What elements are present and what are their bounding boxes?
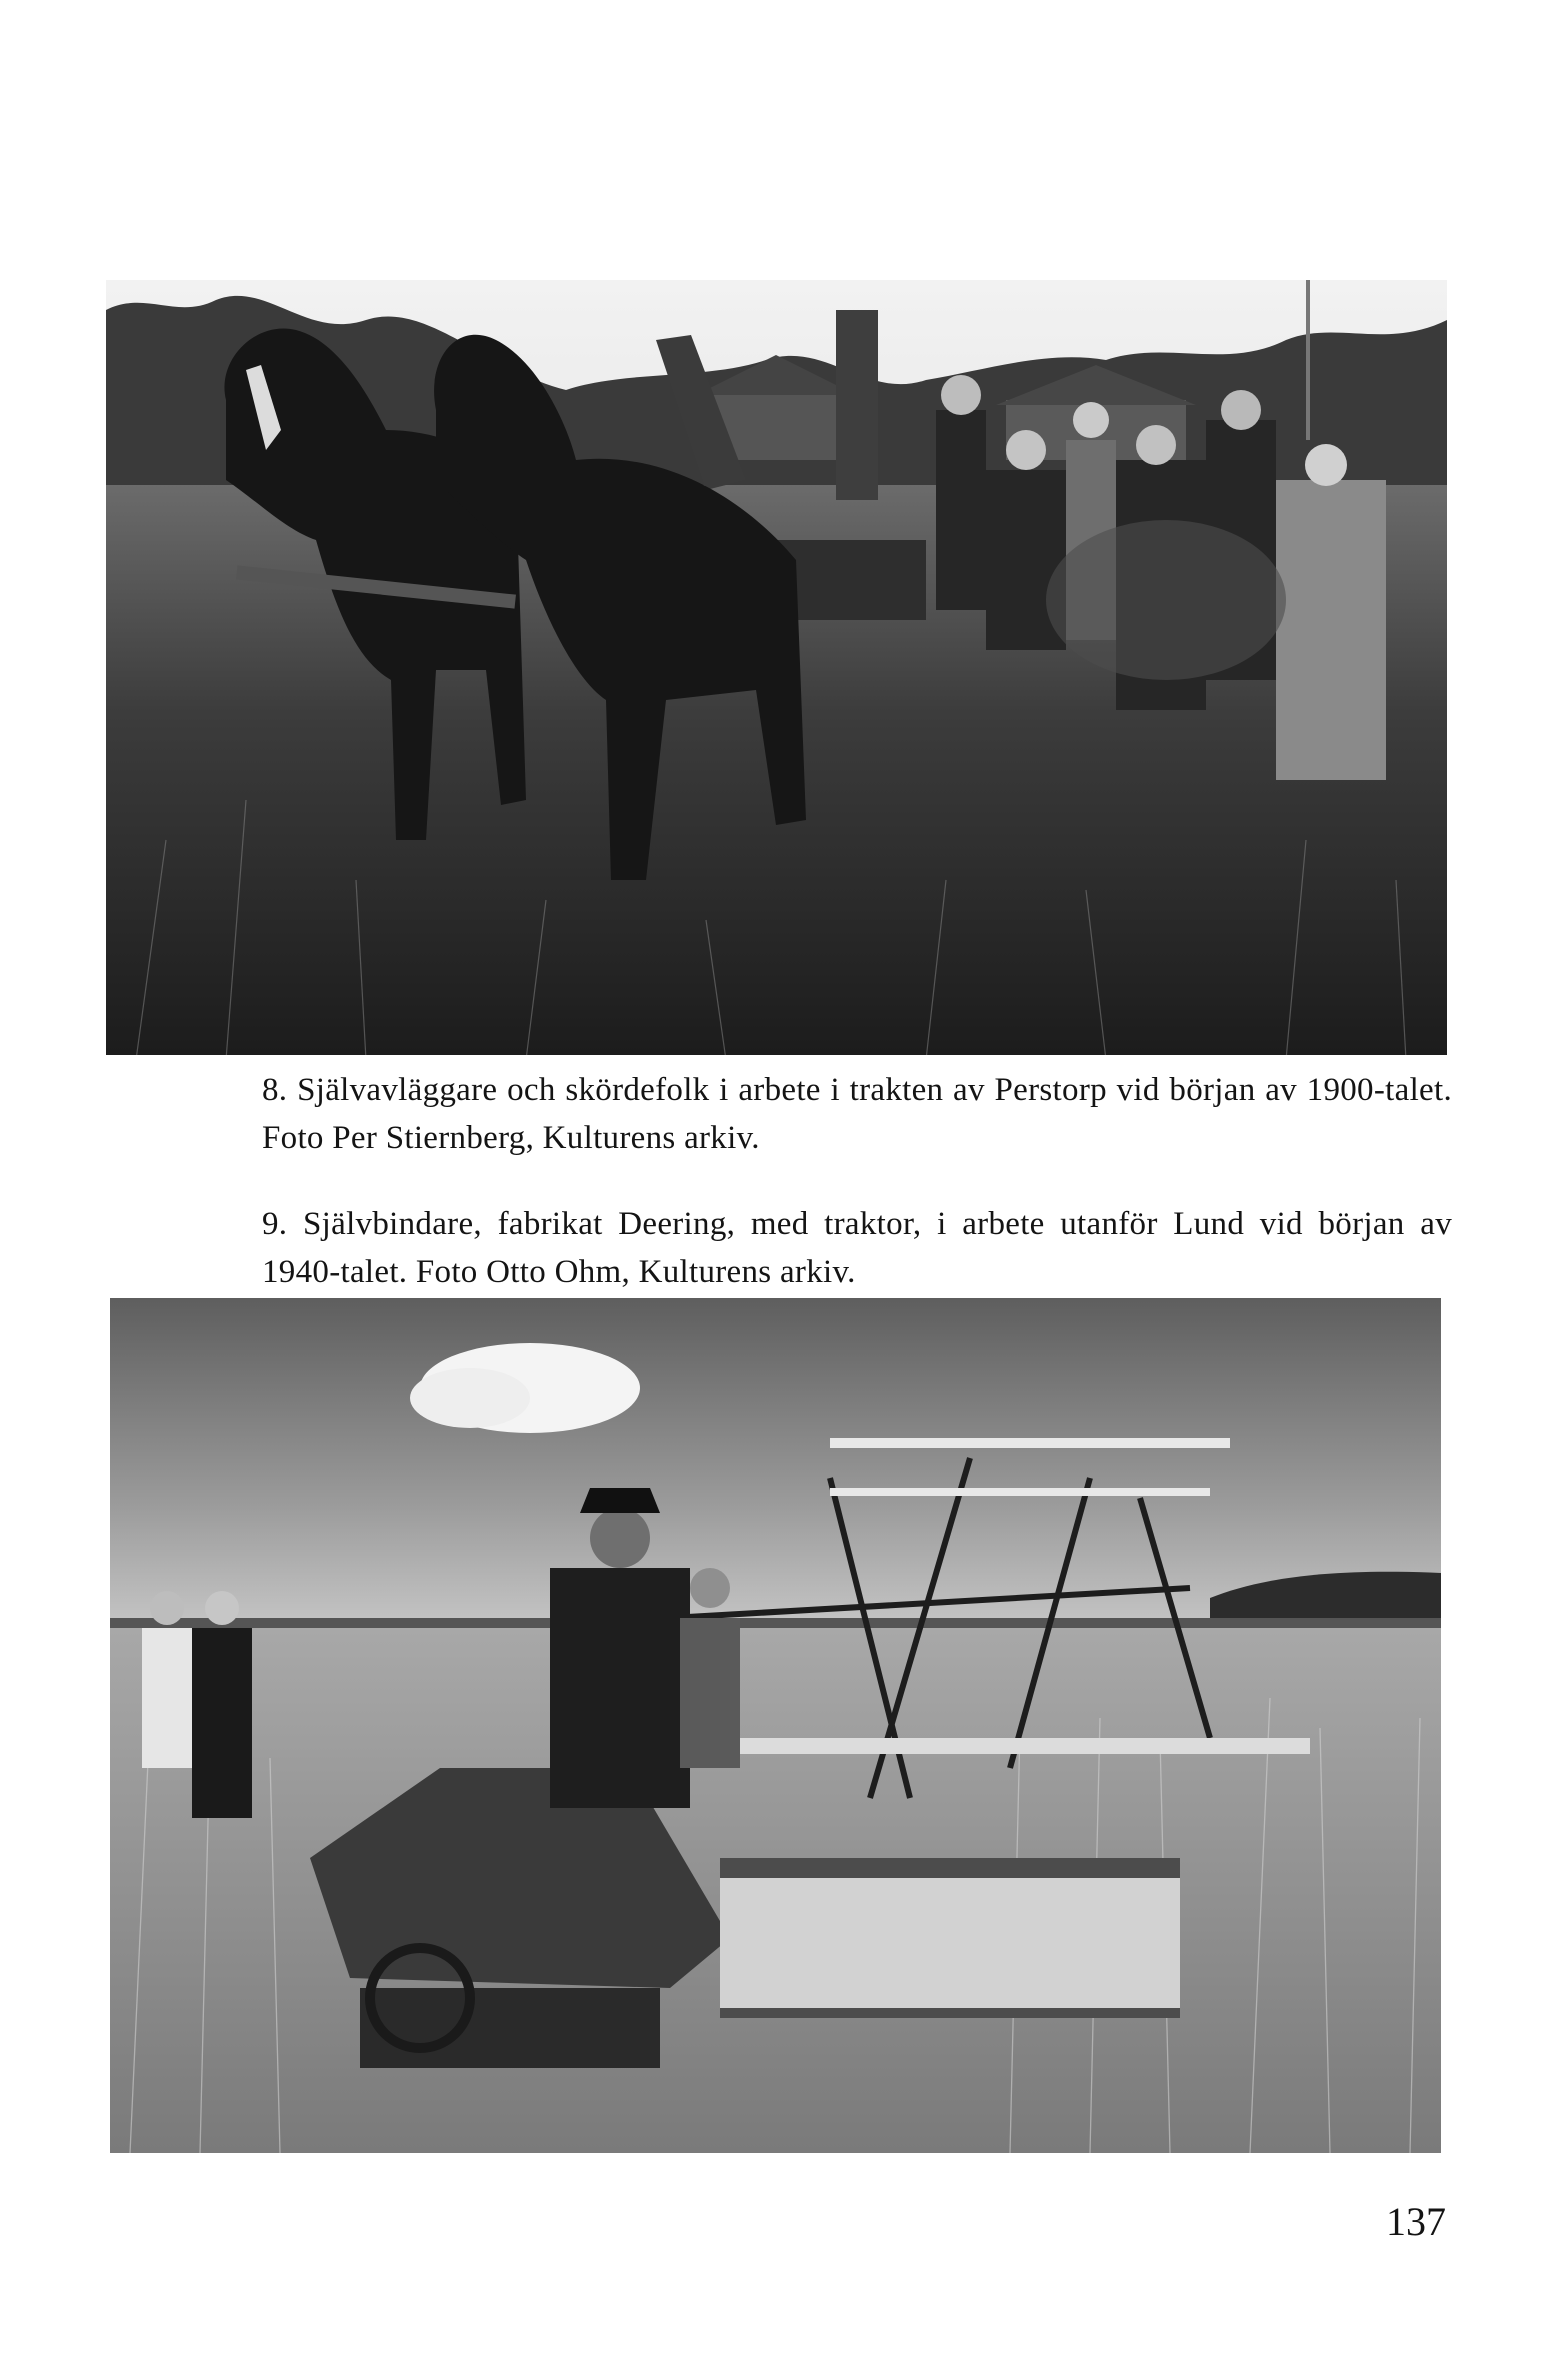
photo-binder-harvest [110, 1298, 1441, 2153]
figure-8-caption-text: Självavläggare och skördefolk i arbete i trakten av Perstorp vid början av 1900-talet. Foto Per Stiernberg, Kulturens arkiv. [262, 1072, 1452, 1156]
figure-8-number: 8. [262, 1072, 288, 1108]
photo-horse-reaper-illustration [106, 280, 1447, 1055]
figure-9-caption [262, 1200, 1452, 1296]
figure-8-caption [262, 1066, 1452, 1162]
photo-binder-harvest-illustration [110, 1298, 1441, 2153]
page-number: 137 [1386, 2199, 1446, 2244]
photo-horse-reaper [106, 280, 1447, 1055]
figure-9-caption-text: Självbindare, fabrikat Deering, med traktor, i arbete utanför Lund vid början av 1940-talet. Foto Otto Ohm, Kulturens arkiv. [262, 1206, 1452, 1290]
figure-9-number: 9. [262, 1206, 288, 1242]
